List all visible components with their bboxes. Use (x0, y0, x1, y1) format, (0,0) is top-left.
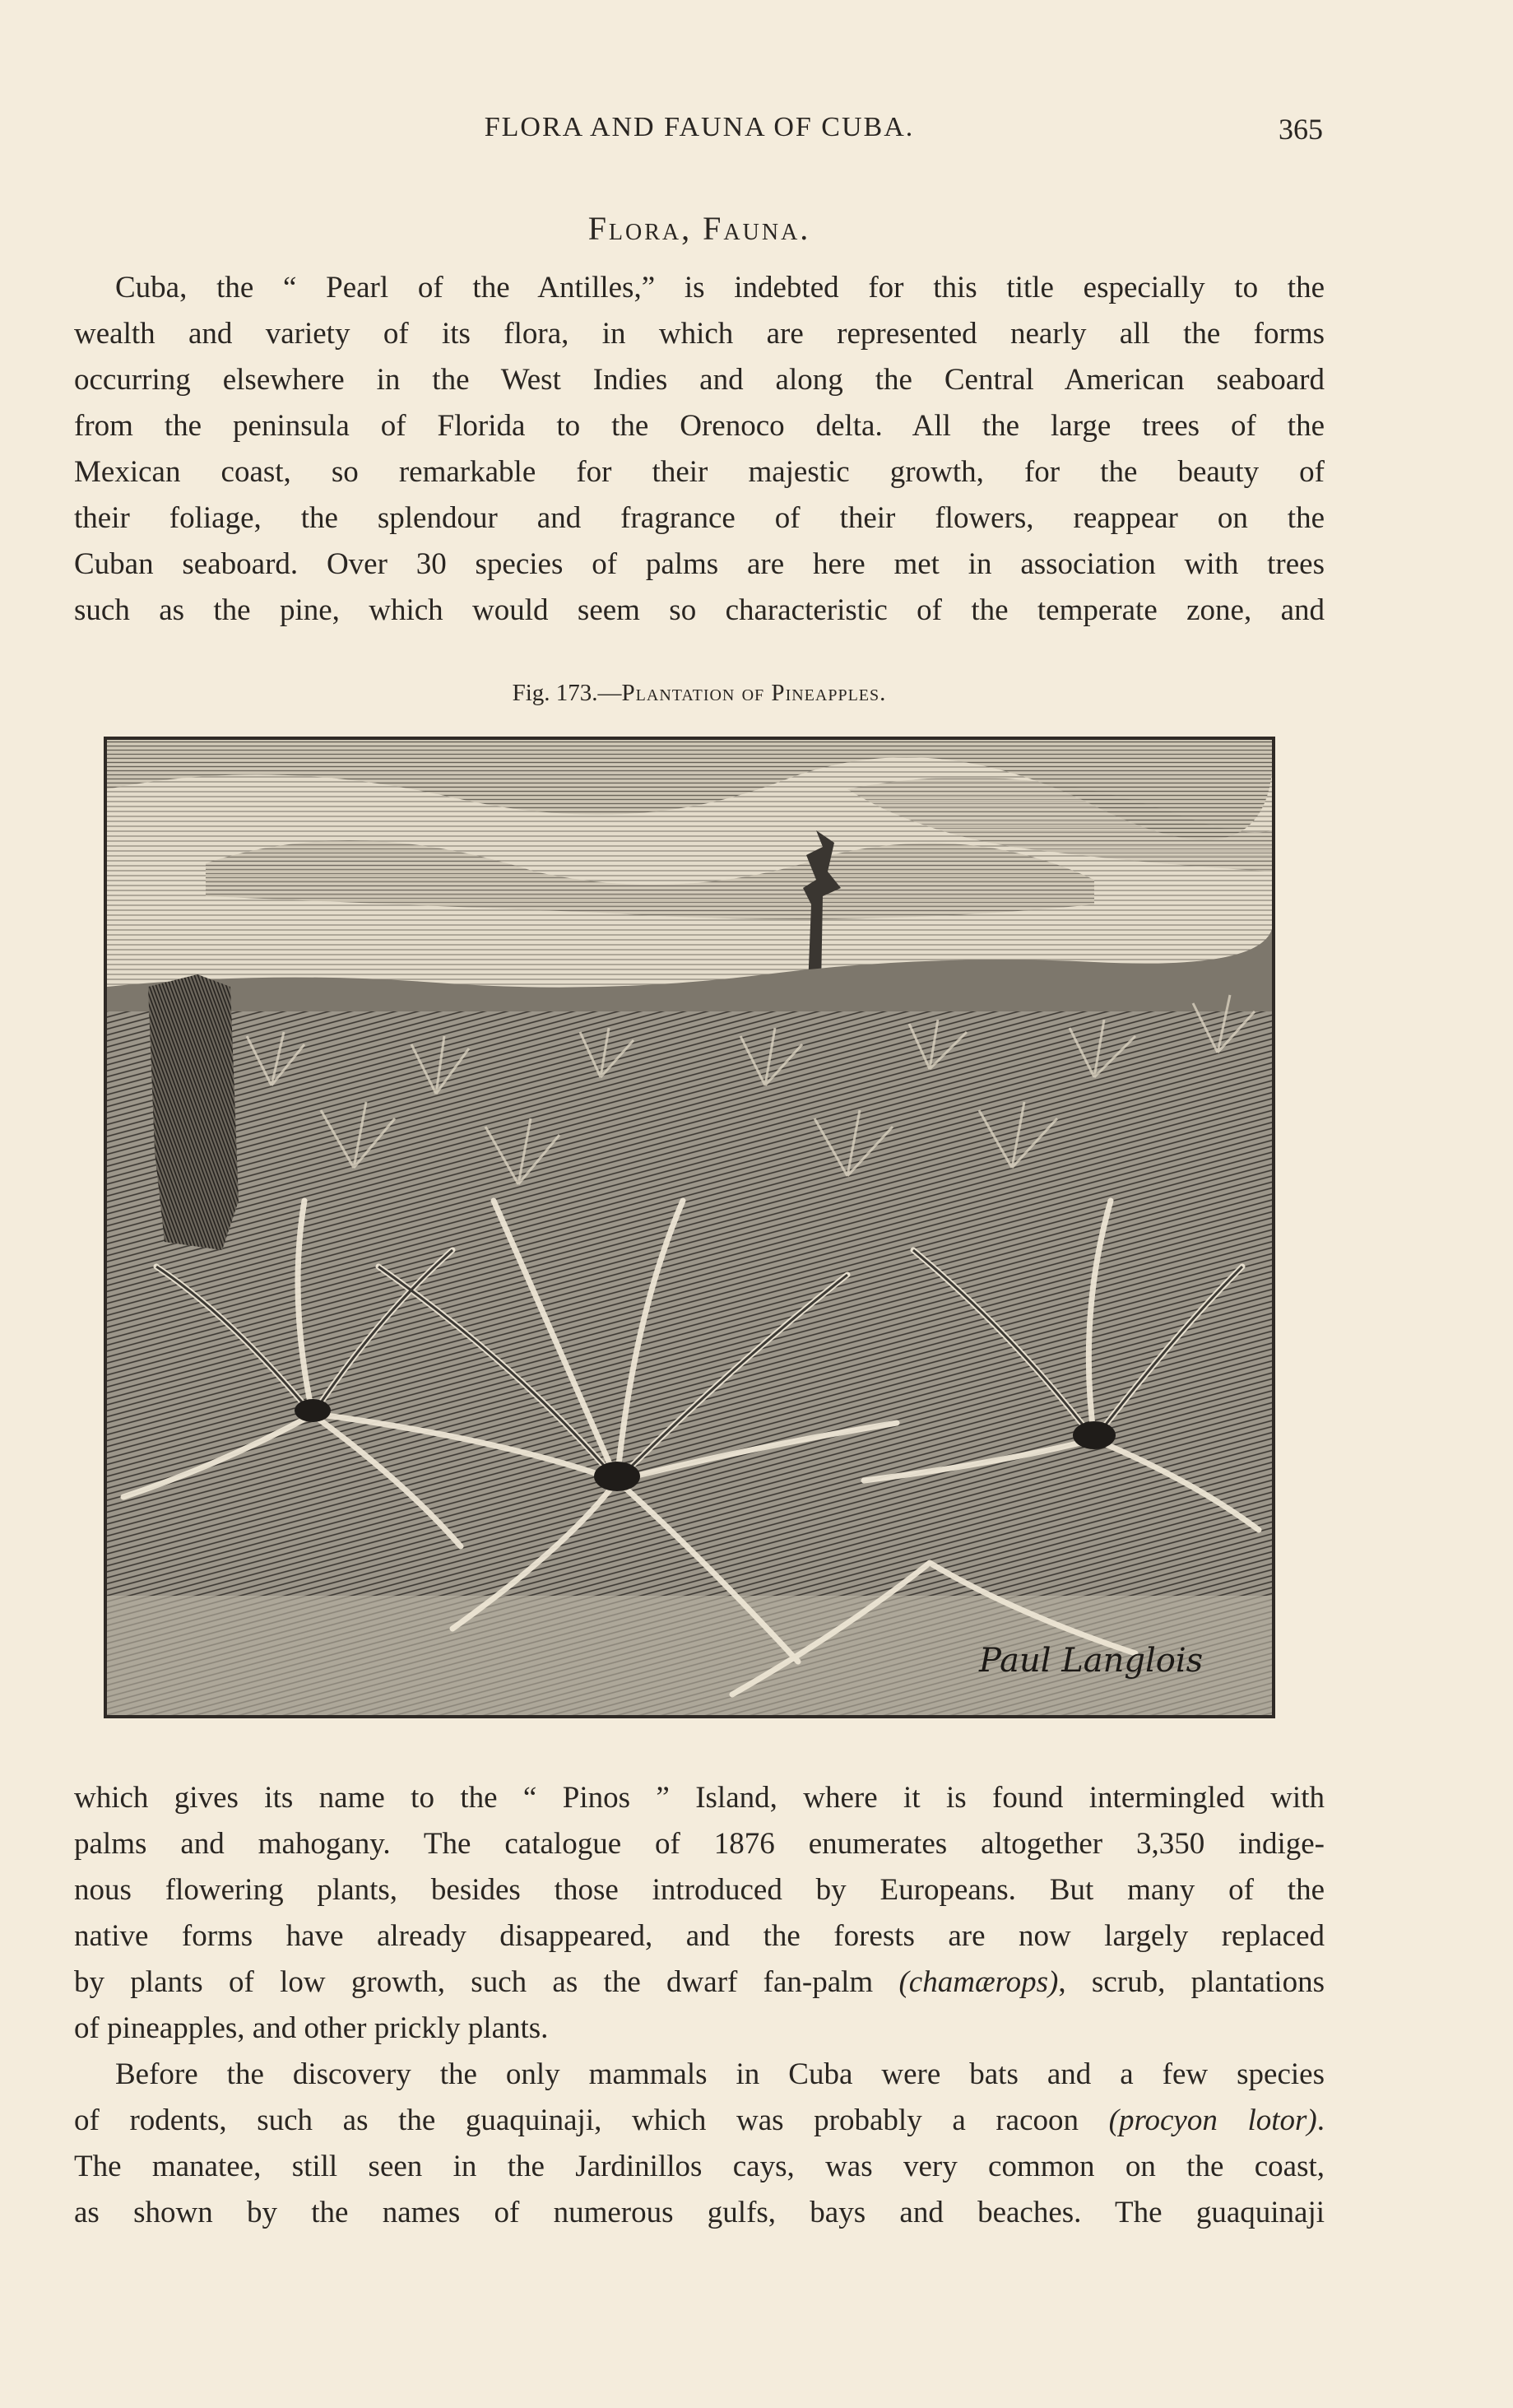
artist-signature: Paul Langlois (979, 1642, 1204, 1680)
engraving-illustration (107, 740, 1272, 1715)
text-segment: , scrub, plantations (1058, 1965, 1325, 1999)
text-line: which gives its name to the “ Pinos ” Island, where it is found intermingled with (74, 1781, 1325, 1815)
text-line: of pineapples, and other prickly plants. (74, 2011, 549, 2045)
figure-caption (74, 680, 1325, 707)
running-title: FLORA AND FAUNA OF CUBA. (484, 112, 915, 142)
text-segment: by plants of low growth, such as the dwarf fan-palm (74, 1965, 899, 1999)
italic-term-chamaerops: (chamærops) (898, 1965, 1059, 1999)
text-line: such as the pine, which would seem so characteristic of the temperate zone, and (74, 593, 1325, 627)
text-line (74, 1959, 1325, 2006)
figure-number: Fig. 173.— (512, 680, 622, 706)
page-number: 365 (1279, 113, 1323, 146)
text-line: native forms have already disappeared, and the forests are now largely replaced (74, 1919, 1325, 1953)
text-segment: . (1316, 2104, 1325, 2137)
paragraph-fauna (74, 2052, 1325, 2236)
pineapple-plantation-engraving (104, 737, 1275, 1718)
running-head (0, 112, 1513, 153)
text-line: their foliage, the splendour and fragrance of their flowers, reappear on the (74, 501, 1325, 535)
figure-title: Plantation of Pineapples. (621, 680, 887, 706)
text-line: The manatee, still seen in the Jardinillos cays, was very common on the coast, (74, 2150, 1325, 2183)
text-line: from the peninsula of Florida to the Orenoco delta. All the large trees of the (74, 409, 1325, 443)
text-line: Cuba, the “ Pearl of the Antilles,” is indebted for this title especially to the (115, 271, 1325, 304)
text-line: wealth and variety of its flora, in which are represented nearly all the forms (74, 317, 1325, 351)
section-heading: Flora, Fauna. (587, 210, 811, 247)
text-line: Cuban seaboard. Over 30 species of palms are here met in association with trees (74, 547, 1325, 581)
wooden-post (148, 974, 239, 1250)
text-line: occurring elsewhere in the West Indies and along the Central American seaboard (74, 363, 1325, 397)
paragraph-flora-continued (74, 1775, 1325, 2052)
text-line (74, 2098, 1325, 2144)
text-segment: of rodents, such as the guaquinaji, which was probably a racoon (74, 2104, 1109, 2137)
italic-term-procyon-lotor: (procyon lotor) (1108, 2104, 1317, 2137)
text-line: as shown by the names of numerous gulfs, bays and beaches. The guaquinaji (74, 2196, 1325, 2229)
text-line: Mexican coast, so remarkable for their majestic growth, for the beauty of (74, 455, 1325, 489)
text-line: nous flowering plants, besides those introduced by Europeans. But many of the (74, 1873, 1325, 1907)
text-line: Before the discovery the only mammals in Cuba were bats and a few species (115, 2057, 1325, 2091)
text-line: palms and mahogany. The catalogue of 1876 enumerates altogether 3,350 indige- (74, 1827, 1325, 1861)
paragraph-flora-intro (74, 265, 1325, 634)
